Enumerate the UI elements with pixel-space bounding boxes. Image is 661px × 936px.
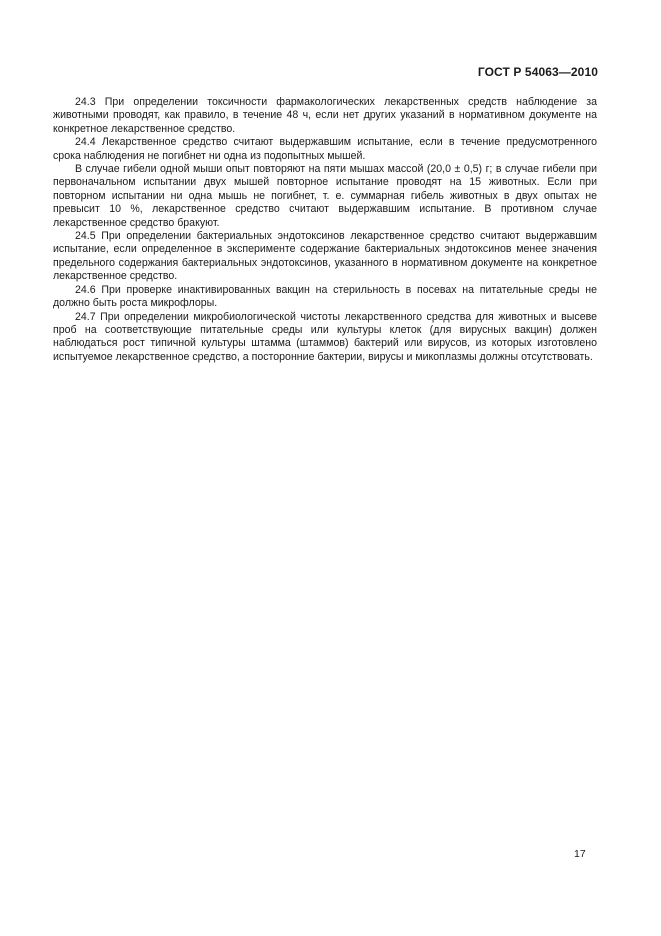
paragraph-24-5: 24.5 При определении бактериальных эндотоксинов лекарственное средство считают выдержавшим испытание, если определенное в эксперименте содержание бактериальных эндотоксинов менее значения предельного содержания бактериальных эндотоксинов, указанного в нормативном документе на конкретное лекарственное средство. (53, 230, 597, 283)
paragraph-24-6: 24.6 При проверке инактивированных вакцин на стерильность в посевах на питательные среды не должно быть роста микрофлоры. (53, 283, 597, 310)
document-header-standard-id: ГОСТ Р 54063—2010 (477, 65, 598, 79)
paragraph-24-4-continuation: В случае гибели одной мыши опыт повторяют на пяти мышах массой (20,0 ± 0,5) г; в случае гибели при первоначальном испытании двух мышей повторное испытание проводят на 15 животных. Если при повторном испытании ни одна мышь не погибнет, т. е. суммарная гибель животных в двух опытах не превысит 10 %, лекарственное средство считают выдержавшим испытание. В противном случае лекарственное средство бракуют. (53, 163, 597, 229)
paragraph-24-3: 24.3 При определении токсичности фармакологических лекарственных средств наблюдение за животными проводят, как правило, в течение 48 ч, если нет других указаний в нормативном документе на конкретное лекарственное средство. (53, 96, 597, 135)
paragraph-24-4: 24.4 Лекарственное средство считают выдержавшим испытание, если в течение предусмотренного срока наблюдения не погибнет ни одна из подопытных мышей. (53, 136, 597, 162)
document-body (53, 96, 597, 364)
page-number: 17 (574, 848, 586, 860)
paragraph-24-7: 24.7 При определении микробиологической чистоты лекарственного средства для животных и высеве проб на соответствующие питательные среды или культуры клеток (для вирусных вакцин) должен наблюдаться рост типичной культуры штамма (штаммов) бактерий или вирусов, из которых изготовлено испытуемое лекарственное средство, а посторонние бактерии, вирусы и микоплазмы должны отсутствовать. (53, 310, 597, 363)
